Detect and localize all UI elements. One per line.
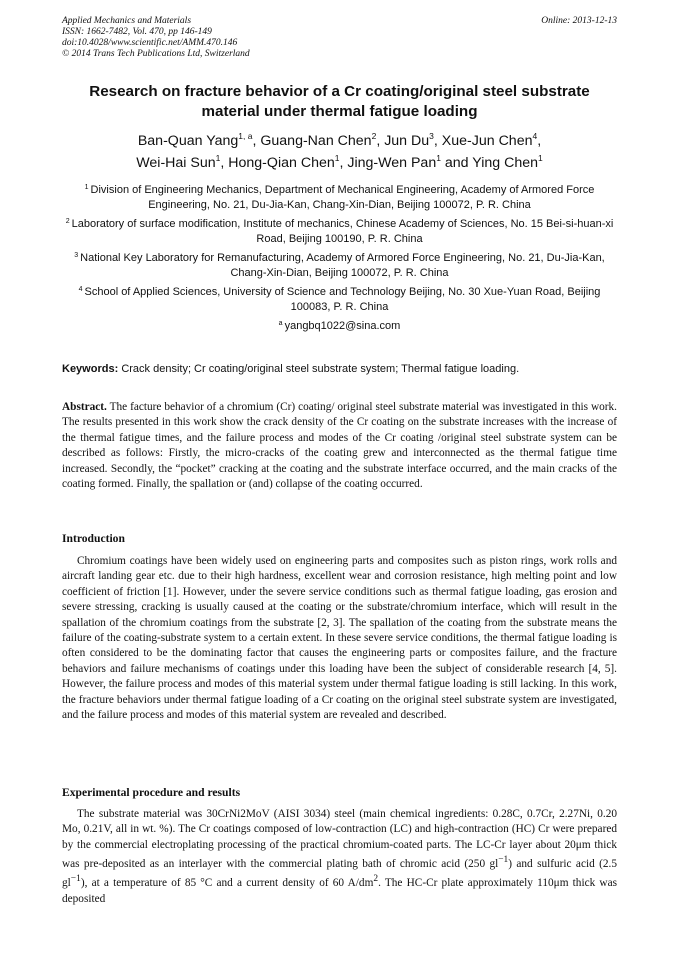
affiliation-text: National Key Laboratory for Remanufacturing, Academy of Armored Force Engineering, No. 21, Du-Jia-Kan, Chang-Xin-Dian, Beijing 100072, P. R. China (80, 252, 605, 279)
exp-sup-2: −1 (70, 874, 81, 885)
exp-text-4: . The HC-Cr plate approximately 110μm thick was deposited (62, 877, 618, 905)
email-text[interactable]: yangbq1022@sina.com (284, 320, 401, 332)
exp-text-3: ), at a temperature of 85 °C and a current density of 60 A/dm (80, 877, 374, 890)
keywords-label: Keywords: (62, 363, 119, 375)
author-name: Jing-Wen Pan (347, 155, 437, 171)
exp-sup-1: −1 (498, 855, 509, 866)
corresponding-email (62, 319, 617, 334)
author-name: Guang-Nan Chen (260, 133, 372, 149)
author-sup: 4 (532, 131, 538, 141)
affiliation (62, 217, 617, 246)
affiliation (62, 183, 617, 212)
affiliation-sup: 4 (78, 286, 83, 293)
author-name: Jun Du (384, 133, 430, 149)
author-sup: 1 (215, 153, 221, 163)
author-sup: 1 (436, 153, 441, 163)
exp-text-1: The substrate material was 30CrNi2MoV (AISI 3034) steel (main chemical ingredients: 0.28C, 0.7Cr, 2.27Ni, 0.20 Mo, 0.21V, all in wt. %). The Cr coatings composed of low-contraction (LC) and high-contraction (HC) Cr were prepared by the commercial electroplating processing of the practical chromium-coated parts. The LC-Cr layer about 20μm thick was pre-deposited as an interlayer with the commercial plating bath of chromic acid (250 gl (62, 808, 617, 870)
author-name: Hong-Qian Chen (228, 155, 335, 171)
author-list: Ban-Quan Yang$^{1, a}$, Guang-Nan Chen$^2$, Jun Du$^3$, Xue-Jun Chen$^4$, Wei-Hai Sun$^1$, Hong-Qian Chen$^1$, Jing-Wen Pan$^1$ and Ying Chen$^1$ (136, 131, 543, 171)
affiliation-list (62, 183, 617, 339)
keywords-text: Crack density; Cr coating/original steel substrate system; Thermal fatigue loading. (121, 363, 520, 375)
online-date: Online: 2013-12-13 (541, 16, 617, 26)
exp-sup-3: 2 (373, 874, 379, 885)
doi-line: doi:10.4028/www.scientific.net/AMM.470.146 (62, 38, 238, 48)
email-sup: a (278, 320, 283, 327)
affiliation-text: Division of Engineering Mechanics, Department of Mechanical Engineering, Academy of Armored Force Engineering, No. 21, Du-Jia-Kan, Chang-Xin-Dian, Beijing 100072, P. R. China (90, 184, 595, 211)
section-heading-introduction: Introduction (62, 532, 125, 545)
author-sup: 1 (538, 153, 543, 163)
abstract-label: Abstract. (62, 401, 107, 413)
journal-header (62, 16, 617, 60)
affiliation-text: School of Applied Sciences, University of Science and Technology Beijing, No. 30 Xue-Yuan Road, Beijing 100083, P. R. China (84, 286, 601, 313)
author-name: Ban-Quan Yang (137, 133, 239, 149)
introduction-paragraph: Chromium coatings have been widely used on engineering parts and composites such as piston rings, work rolls and aircraft landing gear etc. due to their high hardness, excellent wear and corrosion resistance, high melting point and low coefficient of friction [1]. However, under the severe service conditions such as thermal fatigue loading, gas erosion and severe stressing, cracking is usually caused at the coating or the substrate/chromium interface, which will result in the spallation of the chromium coatings from the substrate [2, 3]. The spallation of the coating from the substrate means the failure of the coating-substrate system to a certain extent. In these severe service conditions, the thermal fatigue loading is often considered to be the dominating factor that causes the engineering parts or composites failure, and the fracture behaviors and failure mechanisms of coatings under this loading have been the subject of considerable research [4, 5]. However, the failure process and modes of this material system under thermal fatigue loading is still lacking. In this work, the fracture behaviors under thermal fatigue loading of a Cr coating on the original steel substrate system are investigated, and the failure process and modes of this material system are revealed and described. (62, 555, 617, 722)
author-name: Ying Chen (472, 155, 538, 171)
affiliation (62, 251, 617, 280)
keywords (62, 362, 617, 376)
author-name: Wei-Hai Sun (136, 155, 216, 171)
affiliation (62, 285, 617, 314)
affiliation-sup: 1 (84, 184, 89, 191)
affiliation-text: Laboratory of surface modification, Institute of mechanics, Chinese Academy of Sciences, No. 15 Bei-si-huan-xi Road, Beijing 100190, P. R. China (71, 218, 614, 245)
affiliation-sup: 3 (74, 252, 79, 259)
paper-title: Research on fracture behavior of a Cr coating/original steel substrate material under thermal fatigue loading (89, 83, 590, 120)
copyright-line: © 2014 Trans Tech Publications Ltd, Switzerland (62, 49, 250, 59)
issn-line: ISSN: 1662-7482, Vol. 470, pp 146-149 (62, 27, 212, 37)
section-heading-experimental: Experimental procedure and results (62, 786, 241, 799)
abstract-text: The facture behavior of a chromium (Cr) coating/ original steel substrate material was investigated in this work. The results presented in this work show the crack density of the Cr coating on the substrate increases with the increase of the thermal fatigue times, and the failure process and modes of the Cr coating /original steel substrate system can be described as follows: Firstly, the micro-cracks of the coating grew and interconnected as the thermal fatigue time increased. Secondly, the “pocket” cracking at the coating and the substrate interface occurred, and the main cracks of the coating formed. Finally, the spallation or (and) collapse of the coating occurred. (62, 401, 617, 491)
journal-name: Applied Mechanics and Materials (62, 16, 192, 26)
exp-text-2: ) and sulfuric acid (2.5 gl (62, 857, 617, 890)
author-name: Xue-Jun Chen (441, 133, 533, 149)
author-sup: 1 (334, 153, 340, 163)
abstract (62, 400, 617, 492)
author-sup: 3 (429, 131, 434, 141)
author-sup: 2 (371, 131, 377, 141)
author-sup: 1, a (238, 131, 253, 141)
experimental-paragraph (62, 807, 617, 907)
affiliation-sup: 2 (65, 218, 70, 225)
